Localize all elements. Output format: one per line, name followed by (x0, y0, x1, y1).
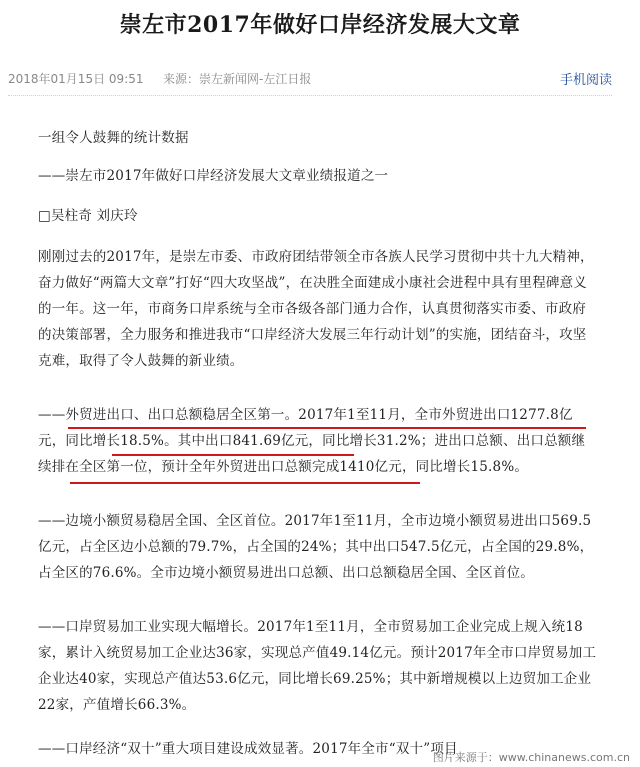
highlight-underline (70, 482, 420, 484)
article-meta (8, 70, 612, 90)
highlight-underline (112, 454, 354, 456)
highlight-underline (68, 427, 586, 429)
paragraph-series: ——崇左市2017年做好口岸经济发展大文章业绩报道之一 (38, 168, 389, 184)
paragraph-subtitle: 一组令人鼓舞的统计数据 (38, 130, 189, 146)
publish-date: 2018年01月15日 09:51 (8, 72, 144, 86)
image-watermark: 图片来源于：www.chinanews.com.cn (432, 751, 630, 764)
paragraph-processing: ——口岸贸易加工业实现大幅增长。2017年1至11月，全市贸易加工企业完成上规入统18家，累计入统贸易加工企业达36家，实现总产值49.14亿元。预计2017年全市口岸贸易加工企业达40家，实现总产值达53.6亿元，同比增长69.25%；其中新增规模以上边贸加工企业22家，产值增长66.3%。 (38, 619, 597, 713)
paragraph-foreign-trade: ——外贸进出口、出口总额稳居全区第一。2017年1至11月，全市外贸进出口1277.8亿元，同比增长18.5%。其中出口841.69亿元，同比增长31.2%；进出口总额、出口总额继续排在全区第一位，预计全年外贸进出口总额完成1410亿元，同比增长15.8%。 (38, 407, 586, 475)
paragraph-border-trade: ——边境小额贸易稳居全国、全区首位。2017年1至11月，全市边境小额贸易进出口569.5亿元，占全区边小总额的79.7%，占全国的24%；其中出口547.5亿元，占全国的29.8%，占全区的76.6%。全市边境小额贸易进出口总额、出口总额稳居全国、全区首位。 (38, 513, 594, 581)
paragraph-intro: 刚刚过去的2017年，是崇左市委、市政府团结带领全市各族人民学习贯彻中共十九大精神，奋力做好“两篇大文章”打好“四大攻坚战”，在决胜全面建成小康社会进程中具有里程碑意义的一年。这一年，市商务口岸系统与全市各级各部门通力合作，认真贯彻落实市委、市政府的决策部署，全力服务和推进我市“口岸经济大发展三年行动计划”的实施，团结奋斗，攻坚克难，取得了令人鼓舞的新业绩。 (38, 249, 594, 369)
article-title: 崇左市2017年做好口岸经济发展大文章 (119, 12, 521, 38)
paragraph-projects: ——口岸经济“双十”重大项目建设成效显著。2017年全市“双十”项目 (38, 741, 458, 757)
meta-divider (8, 95, 612, 96)
paragraph-byline: □吴柱奇 刘庆玲 (38, 208, 138, 224)
mobile-read-link[interactable]: 手机阅读 (559, 73, 612, 88)
article-source: 来源：崇左新闻网-左江日报 (163, 72, 312, 86)
